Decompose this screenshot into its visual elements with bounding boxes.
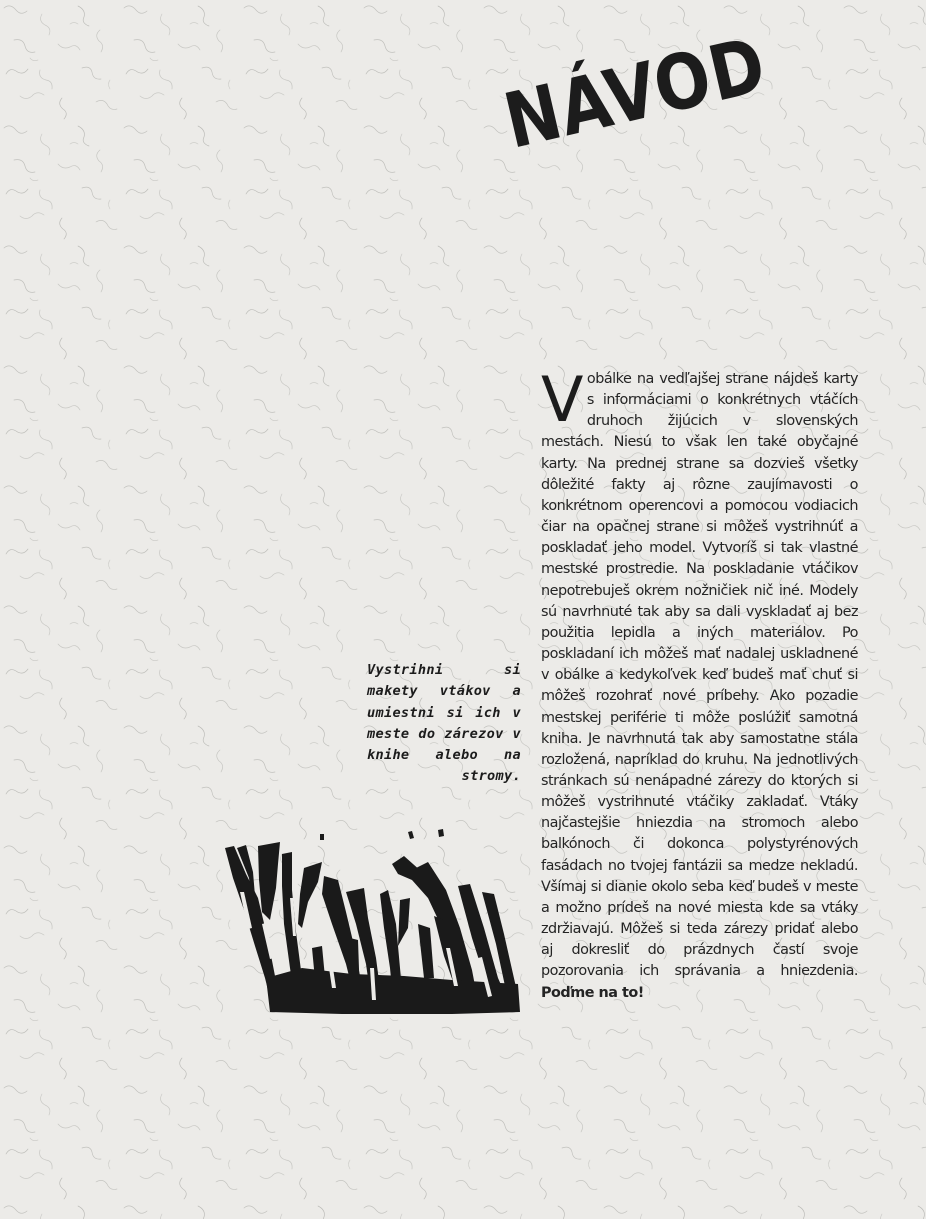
instruction-caption: Vystrihni si makety vtákov a umiestni si ich v meste do zárezov v knihe alebo na stromy.: [367, 662, 521, 785]
closing-phrase: Poďme na to!: [541, 984, 644, 1001]
page-title: NÁVOD: [496, 19, 774, 166]
intro-paragraph: [541, 363, 858, 1004]
brush-stroke-tree-icon: [222, 828, 522, 1014]
drop-cap: V: [541, 363, 583, 436]
intro-text: obálke na vedľajšej strane nájdeš karty s informáciami o konkrétnych vtáčích druhoch žijúcich v slovenských mestách. Niesú to však len také obyčajné karty. Na prednej strane sa dozvieš všetky dôležité fakty aj rôzne zaujímavosti o konkrétnom operencovi a pomocou vodiacich čiar na opačnej strane si môžeš vystrihnúť a poskladať jeho model. Vytvoríš si tak vlastné mestské prostredie. Na poskladanie vtáčikov nepotrebuješ okrem nožničiek nič iné. Modely sú navrhnuté tak aby sa dali vyskladať aj bez použitia lepidla a iných materiálov. Po poskladaní ich môžeš mať nadalej uskladnené v obálke a kedykoľvek keď budeš mať chuť si môžeš rozohrať nové príbehy. Ako pozadie mestskej periférie ti môže poslúžiť samotná kniha. Je navrhnutá tak aby samostatne stála rozložená, napríklad do kruhu. Na jednotlivých stránkach sú nenápadné zárezy do ktorých si môžeš vystrihnuté vtáčiky zakladať. Vtáky najčastejšie hniezdia na stromoch alebo balkónoch či dokonca polystyrénových fasádach no tvojej fantázii sa medze nekladú. Všímaj si dianie okolo seba keď budeš v meste a možno prídeš na nové miesta kde sa vtáky zdržiavajú. Môžeš si teda zárezy pridať alebo aj dokresliť do prázdnych častí svoje pozorovania ich správania a hniezdenia.: [541, 371, 858, 980]
